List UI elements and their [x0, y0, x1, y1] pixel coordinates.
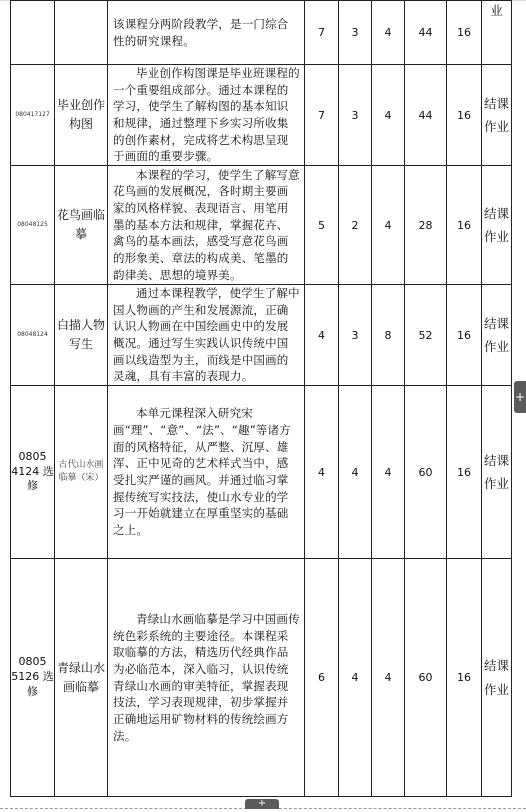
course-table: [10, 0, 512, 797]
credit-cell: 5: [305, 166, 339, 285]
assessment-cell: 结课作业: [482, 386, 512, 559]
course-code: 080417127: [11, 65, 55, 166]
hours-per-week-cell: 4: [372, 1, 405, 65]
hours-per-week-cell: 8: [372, 285, 405, 386]
total-hours-cell: 60: [405, 559, 447, 797]
credit-cell: 6: [305, 559, 339, 797]
hours-per-week-cell: 4: [372, 386, 405, 559]
total-hours-cell: 28: [405, 166, 447, 285]
course-code: 0805 4124 选修: [11, 386, 55, 559]
expand-handle-right[interactable]: +: [514, 381, 526, 413]
weeks-cell: 4: [339, 386, 372, 559]
credit-cell: 7: [305, 65, 339, 166]
semester-cell: 16: [447, 559, 482, 797]
total-hours-cell: 44: [405, 65, 447, 166]
semester-cell: 16: [447, 166, 482, 285]
table-row: [11, 285, 512, 386]
course-name: [55, 1, 108, 65]
semester-cell: 16: [447, 1, 482, 65]
course-code: [11, 1, 55, 65]
table-row: [11, 166, 512, 285]
course-description: 青绿山水画临摹是学习中国画传统色彩系统的主要途径。本课程采取临摹的方法，精选历代经典作品为必临范本，深入临习，认识传统青绿山水画的审美特征，掌握表现技法，学习表现规律，初步掌握并正确地运用矿物材料的传统绘画方法。: [108, 559, 305, 797]
course-description: 该课程分两阶段教学，是一门综合性的研究课程。: [108, 1, 305, 65]
total-hours-cell: 52: [405, 285, 447, 386]
assessment-cell: 结课作业: [482, 285, 512, 386]
course-code: 08048125: [11, 166, 55, 285]
table-row: [11, 386, 512, 559]
course-code: 0805 5126 选修: [11, 559, 55, 797]
semester-cell: 16: [447, 285, 482, 386]
semester-cell: 16: [447, 65, 482, 166]
weeks-cell: 3: [339, 285, 372, 386]
course-name: 青绿山水画临摹: [55, 559, 108, 797]
credit-cell: 7: [305, 1, 339, 65]
hours-per-week-cell: 4: [372, 559, 405, 797]
assessment-cell: 结课作业: [482, 65, 512, 166]
weeks-cell: 2: [339, 166, 372, 285]
assessment-cell: 结课作业: [482, 559, 512, 797]
course-name: 白描人物写生: [55, 285, 108, 386]
course-code: 08048124: [11, 285, 55, 386]
table-row: [11, 559, 512, 797]
course-name: 毕业创作构图: [55, 65, 108, 166]
weeks-cell: 4: [339, 559, 372, 797]
hours-per-week-cell: 4: [372, 65, 405, 166]
credit-cell: 4: [305, 285, 339, 386]
semester-cell: 16: [447, 386, 482, 559]
assessment-cell: 结课作业: [482, 166, 512, 285]
table-row: [11, 65, 512, 166]
credit-cell: 4: [305, 386, 339, 559]
course-description: 通过本课程教学，使学生了解中国人物画的产生和发展源流，正确认识人物画在中国绘画史中的发展概况。通过写生实践认识传统中国画以线造型为主，而线是中国画的灵魂，具有丰富的表现力。: [108, 285, 305, 386]
course-description: 本单元课程深入研究宋画“理”、“意”、“法”、“趣”等诸方面的风格特征，从严整、沉厚、雄浑、正中见奇的艺术样式当中，感受扎实严谨的画风。并通过临习掌握传统写实技法，使山水专业的学习一开始就建立在厚重坚实的基础之上。: [108, 386, 305, 559]
weeks-cell: 3: [339, 1, 372, 65]
total-hours-cell: 44: [405, 1, 447, 65]
total-hours-cell: 60: [405, 386, 447, 559]
course-name: 古代山水画临摹（宋）: [55, 386, 108, 559]
hours-per-week-cell: 4: [372, 166, 405, 285]
course-description: 毕业创作构图课是毕业班课程的一个重要组成部分。通过本课程的学习，使学生了解构图的基本知识和规律，通过整理下乡实习所收集的创作素材，完成将艺术构思呈现于画面的重要步骤。: [108, 65, 305, 166]
weeks-cell: 3: [339, 65, 372, 166]
course-name: 花鸟画临摹: [55, 166, 108, 285]
table-row: [11, 1, 512, 65]
assessment-cell: 业: [482, 1, 512, 65]
course-description: 本课程的学习，使学生了解写意花鸟画的发展概况，各时期主要画家的风格样貌、表现语言、用笔用墨的基本方法和规律，掌握花卉、禽鸟的基本画法，感受写意花鸟画的形象美、章法的构成美、笔墨的韵律美、思想的境界美。: [108, 166, 305, 285]
expand-handle-bottom[interactable]: +: [245, 799, 279, 809]
